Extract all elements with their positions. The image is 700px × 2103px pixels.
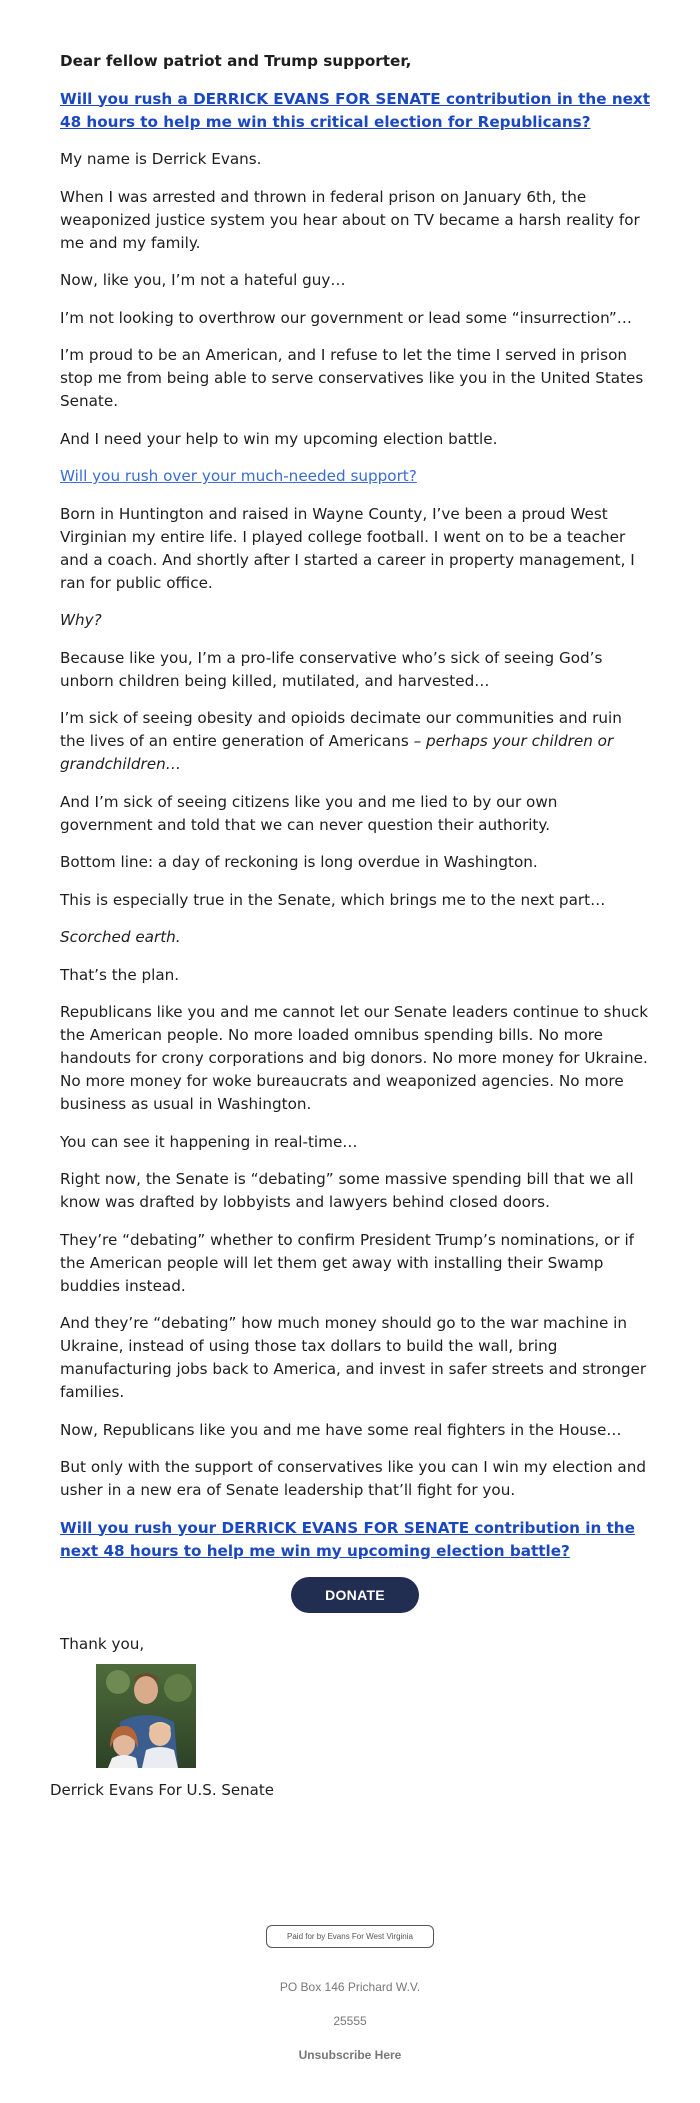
paragraph: That’s the plan. [60, 965, 180, 984]
paragraph: I’m not looking to overthrow our government or lead some “insurrection”… [60, 308, 632, 327]
letter-body [60, 50, 650, 1671]
paragraph: They’re “debating” whether to confirm President Trump’s nominations, or if the American people will let them get away with installing their Swamp buddies instead. [60, 1230, 635, 1295]
paragraph: Bottom line: a day of reckoning is long overdue in Washington. [60, 853, 538, 871]
donate-button[interactable]: DONATE [291, 1577, 419, 1613]
paid-for-disclaimer: Paid for by Evans For West Virginia [266, 1925, 434, 1948]
contribution-link-top[interactable]: Will you rush a DERRICK EVANS FOR SENATE contribution in the next 48 hours to help me win this critical election for Republicans? [60, 89, 650, 131]
zip-code: 25555 [333, 2014, 367, 2028]
footer [0, 1925, 700, 2062]
mailing-address: PO Box 146 Prichard W.V. [279, 1980, 421, 1994]
paragraph: And I’m sick of seeing citizens like you and me lied to by our own government and told that we can never question their authority. [60, 792, 558, 834]
paragraph-italic: perhaps your children or grandchildren… [60, 732, 614, 773]
paragraph-italic: Scorched earth. [60, 928, 181, 946]
greeting: Dear fellow patriot and Trump supporter, [60, 52, 412, 70]
paragraph: Because like you, I’m a pro-life conservative who’s sick of seeing God’s unborn children being killed, mutilated, and harvested… [60, 648, 603, 690]
unsubscribe-link[interactable]: Unsubscribe Here [298, 2048, 402, 2062]
paragraph: Born in Huntington and raised in Wayne County, I’ve been a proud West Virginian my entire life. I played college football. I went on to be a teacher and a coach. And shortly after I started a career in property management, I ran for public office. [60, 504, 635, 592]
paragraph-italic: Why? [60, 611, 102, 629]
closing: Thank you, [60, 1635, 145, 1653]
paragraph: You can see it happening in real-time… [60, 1132, 358, 1151]
paragraph: Now, like you, I’m not a hateful guy… [60, 271, 346, 289]
contribution-link-bottom[interactable]: Will you rush your DERRICK EVANS FOR SENATE contribution in the next 48 hours to help me win my upcoming election battle? [60, 1518, 635, 1560]
paragraph: And I need your help to win my upcoming election battle. [60, 429, 498, 448]
paragraph [60, 707, 650, 776]
paragraph: My name is Derrick Evans. [60, 150, 262, 168]
paragraph: And they’re “debating” how much money should go to the war machine in Ukraine, instead of using those tax dollars to build the wall, bring manufacturing jobs back to America, and invest in safer streets and stronger families. [60, 1314, 647, 1401]
paragraph: I’m proud to be an American, and I refuse to let the time I served in prison stop me from being able to serve conservatives like you in the United States Senate. [60, 346, 644, 410]
paragraph: Right now, the Senate is “debating” some massive spending bill that we all know was drafted by lobbyists and lawyers behind closed doors. [60, 1170, 634, 1211]
support-link[interactable]: Will you rush over your much-needed support? [60, 467, 417, 485]
paragraph: But only with the support of conservatives like you can I win my election and usher in a new era of Senate leadership that’ll fight for you. [60, 1458, 646, 1499]
paragraph: This is especially true in the Senate, which brings me to the next part… [60, 890, 606, 909]
paragraph: Republicans like you and me cannot let our Senate leaders continue to shuck the American people. No more loaded omnibus spending bills. No more handouts for crony corporations and big donors. No more money for Ukraine. No more money for woke bureaucrats and weaponized agencies. No more business as usual in Washington. [60, 1003, 648, 1113]
candidate-family-photo [96, 1664, 196, 1768]
signature: Derrick Evans For U.S. Senate [50, 1781, 274, 1799]
donate-container [60, 1577, 650, 1613]
paragraph-text: I’m sick of seeing obesity and opioids decimate our communities and ruin the lives of an entire generation of Americans – [60, 709, 622, 750]
paragraph: Now, Republicans like you and me have some real fighters in the House… [60, 1420, 622, 1439]
paragraph: When I was arrested and thrown in federal prison on January 6th, the weaponized justice system you hear about on TV became a harsh reality for me and my family. [60, 187, 640, 252]
